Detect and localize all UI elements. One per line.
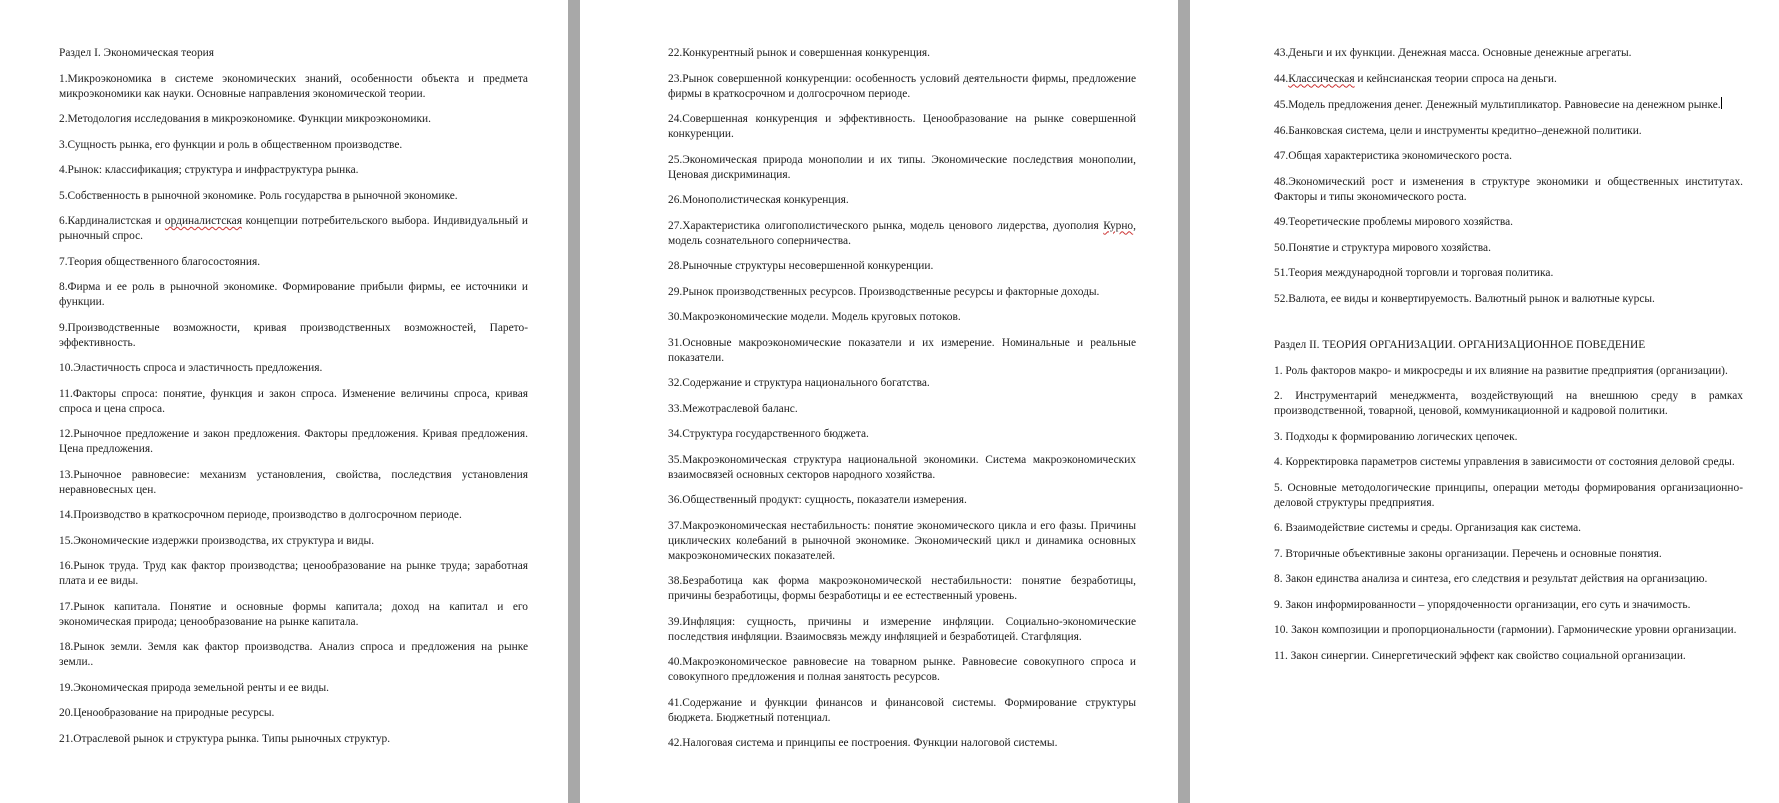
list-item: 8.Фирма и ее роль в рыночной экономике. Формирование прибыли фирмы, ее источники и функции.: [59, 281, 528, 308]
list-item: 42.Налоговая система и принципы ее построения. Функции налоговой системы.: [668, 737, 1058, 749]
list-item: 33.Межотраслевой баланс.: [668, 402, 798, 415]
page-3-item-list: [1274, 46, 1743, 307]
list-item: 20.Ценообразование на природные ресурсы.: [59, 707, 275, 719]
list-item: 45.Модель предложения денег. Денежный мультипликатор. Равновесие на денежном рынке.: [1274, 99, 1721, 111]
list-item: 47.Общая характеристика экономического роста.: [1274, 150, 1513, 162]
list-item: 4. Корректировка параметров системы управления в зависимости от состояния деловой среды.: [1274, 456, 1735, 468]
list-item: 51.Теория международной торговли и торговая политика.: [1274, 267, 1554, 279]
list-item: 31.Основные макроэкономические показатели и их измерение. Номинальные и реальные показатели.: [668, 336, 1136, 364]
list-item: 10.Эластичность спроса и эластичность предложения.: [59, 362, 323, 374]
list-item: 9.Производственные возможности, кривая производственных возможностей, Парето-эффективность.: [59, 321, 528, 349]
list-item: 12.Рыночное предложение и закон предложения. Факторы предложения. Кривая предложения. Цена предложения.: [59, 428, 528, 455]
list-item: 10. Закон композиции и пропорциональности (гармонии). Гармонические уровни организации.: [1274, 624, 1737, 636]
list-item: 3. Подходы к формированию логических цепочек.: [1274, 430, 1518, 443]
list-item: 4.Рынок: классификация; структура и инфраструктура рынка.: [59, 164, 359, 176]
list-item: 18.Рынок земли. Земля как фактор производства. Анализ спроса и предложения на рынке земли..: [59, 641, 528, 668]
list-item: 13.Рыночное равновесие: механизм установления, свойства, последствия установления неравновесных цен.: [59, 468, 528, 496]
list-item: 11.Факторы спроса: понятие, функция и закон спроса. Изменение величины спроса, кривая спроса и цена спроса.: [59, 387, 528, 415]
page-2-item-list: [668, 46, 1136, 751]
list-item: 1. Роль факторов макро- и микросреды и их влияние на развитие предприятия (организации).: [1274, 364, 1728, 377]
list-item: 3.Сущность рынка, его функции и роль в общественном производстве.: [59, 138, 403, 151]
list-item: 29.Рынок производственных ресурсов. Производственные ресурсы и факторные доходы.: [668, 285, 1100, 298]
section-spacer: [1274, 317, 1743, 338]
list-item: 44.Классическая и кейнсианская теории спроса на деньги.: [1274, 72, 1557, 85]
list-item: 48.Экономический рост и изменения в структуре экономики и общественных институтах. Факторы и типы экономического роста.: [1274, 175, 1743, 203]
list-item: 36.Общественный продукт: сущность, показатели измерения.: [668, 494, 967, 506]
spellcheck-underline: Курно: [1103, 219, 1134, 232]
list-item: 6.Кардиналистская и ординалистская концепции потребительского выбора. Индивидуальный и рыночный спрос.: [59, 215, 528, 242]
list-item: 43.Деньги и их функции. Денежная масса. Основные денежные агрегаты.: [1274, 47, 1632, 59]
list-item: 5.Собственность в рыночной экономике. Роль государства в рыночной экономике.: [59, 189, 458, 202]
list-item: 49.Теоретические проблемы мирового хозяйства.: [1274, 216, 1514, 228]
list-item: 41.Содержание и функции финансов и финансовой системы. Формирование структуры бюджета. Бюджетный потенциал.: [668, 696, 1136, 724]
list-item: 17.Рынок капитала. Понятие и основные формы капитала; доход на капитал и его экономическая природа; ценообразование на рынке капитала.: [59, 600, 528, 628]
list-item: 19.Экономическая природа земельной ренты и ее виды.: [59, 681, 329, 694]
list-item: 2. Инструментарий менеджмента, воздействующий на внешнюю среду в рамках производственной, товарной, ценовой, коммуникационной и кадровой политики.: [1274, 390, 1743, 417]
document-page-3[interactable]: [1190, 0, 1779, 803]
spellcheck-underline: Классическая: [1288, 72, 1355, 85]
list-item: 22.Конкурентный рынок и совершенная конкуренция.: [668, 47, 931, 59]
list-item: 28.Рыночные структуры несовершенной конкуренции.: [668, 260, 934, 272]
list-item: 30.Макроэкономические модели. Модель круговых потоков.: [668, 311, 961, 323]
list-item: 27.Характеристика олигополистического рынка, модель ценового лидерства, дуополия Курно, модель сознательного соперничества.: [668, 219, 1136, 247]
list-item: 26.Монополистическая конкуренция.: [668, 194, 849, 206]
list-item: 52.Валюта, ее виды и конвертируемость. Валютный рынок и валютные курсы.: [1274, 292, 1655, 305]
page-3-section-2-list: [1274, 364, 1743, 664]
list-item: 14.Производство в краткосрочном периоде, производство в долгосрочном периоде.: [59, 509, 462, 521]
list-item: 11. Закон синергии. Синергетический эффект как свойство социальной организации.: [1274, 649, 1686, 662]
list-item: 39.Инфляция: сущность, причины и измерение инфляции. Социально-экономические последствия инфляции. Взаимосвязь между инфляцией и безработицей. Стагфляция.: [668, 615, 1136, 643]
list-item: 7. Вторичные объективные законы организации. Перечень и основные понятия.: [1274, 547, 1662, 560]
list-item: 46.Банковская система, цели и инструменты кредитно–денежной политики.: [1274, 124, 1642, 137]
list-item: 25.Экономическая природа монополии и их типы. Экономические последствия монополии, Ценовая дискриминация.: [668, 153, 1136, 181]
document-page-1[interactable]: [0, 0, 568, 803]
list-item: 37.Макроэкономическая нестабильность: понятие экономического цикла и его фазы. Причины циклических колебаний в рыночной экономике. Экономический цикл и динамика основных макроэкономических показателей.: [668, 519, 1136, 562]
list-item: 50.Понятие и структура мирового хозяйства.: [1274, 241, 1491, 254]
list-item: 6. Взаимодействие системы и среды. Организация как система.: [1274, 522, 1582, 534]
list-item: 21.Отраслевой рынок и структура рынка. Типы рыночных структур.: [59, 732, 391, 745]
list-item: 2.Методология исследования в микроэкономике. Функции микроэкономики.: [59, 113, 431, 125]
section-heading: Раздел I. Экономическая теория: [59, 47, 214, 59]
document-page-2[interactable]: [580, 0, 1178, 803]
list-item: 7.Теория общественного благосостояния.: [59, 255, 261, 268]
text-cursor: [1721, 97, 1722, 109]
list-item: 5. Основные методологические принципы, операции методы формирования организационно-деловой структуры предприятия.: [1274, 481, 1743, 509]
list-item: 1.Микроэкономика в системе экономических знаний, особенности объекта и предмета микроэкономики как науки. Основные направления экономической теории.: [59, 72, 528, 100]
list-item: 32.Содержание и структура национального богатства.: [668, 377, 930, 389]
list-item: 9. Закон информированности – упорядоченности организации, его суть и значимость.: [1274, 598, 1691, 611]
section-heading: Раздел II. ТЕОРИЯ ОРГАНИЗАЦИИ. ОРГАНИЗАЦИОННОЕ ПОВЕДЕНИЕ: [1274, 339, 1646, 351]
list-item: 38.Безработица как форма макроэкономической нестабильности: понятие безработицы, причины безработицы, формы безработицы и ее естественный уровень.: [668, 575, 1136, 602]
list-item: 24.Совершенная конкуренция и эффективность. Ценообразование на рынке совершенной конкуренции.: [668, 113, 1136, 140]
list-item: 16.Рынок труда. Труд как фактор производства; ценообразование на рынке труда; заработная плата и ее виды.: [59, 560, 528, 587]
list-item: 8. Закон единства анализа и синтеза, его следствия и результат действия на организацию.: [1274, 573, 1708, 585]
list-item: 15.Экономические издержки производства, их структура и виды.: [59, 534, 375, 547]
list-item: 23.Рынок совершенной конкуренции: особенность условий деятельности фирмы, предложение фирмы в краткосрочном и долгосрочном периоде.: [668, 72, 1136, 100]
list-item: 40.Макроэкономическое равновесие на товарном рынке. Равновесие совокупного спроса и совокупного предложения и полная занятость ресурсов.: [668, 656, 1136, 683]
list-item: 34.Структура государственного бюджета.: [668, 428, 869, 440]
spellcheck-underline: ординалистская: [164, 215, 242, 227]
page-1-item-list: [59, 72, 528, 747]
list-item: 35.Макроэкономическая структура национальной экономики. Система макроэкономических взаимосвязей основных секторов народного хозяйства.: [668, 453, 1136, 481]
